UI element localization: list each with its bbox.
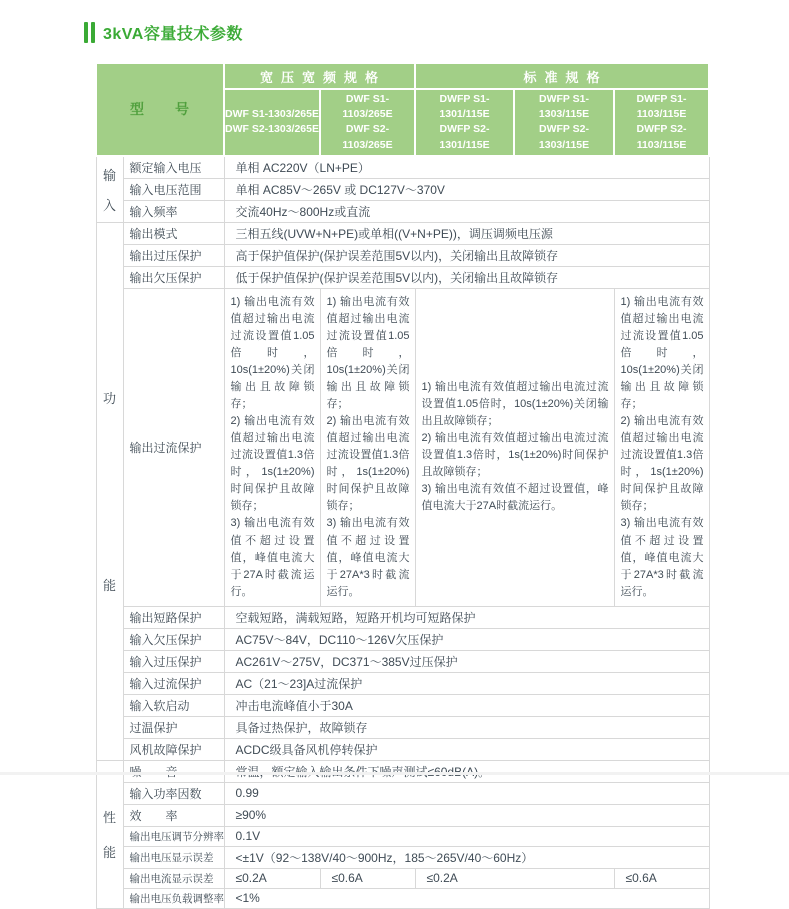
model-name: DWF S1-1303/265E DWF S2-1303/265E xyxy=(224,89,320,156)
row-value: <1% xyxy=(224,888,709,908)
row-value: 0.99 xyxy=(224,782,709,804)
group-header-row xyxy=(96,63,709,89)
model-name: DWF S1-1103/265E DWF S2-1103/265E xyxy=(320,89,415,156)
row-value: 1) 输出电流有效值超过输出电流过流设置值1.05倍时，10s(1±20%)关闭输出且故障锁存； 2) 输出电流有效值超过输出电流过流设置值1.3倍时，1s(1±20%)时间保护且故障锁存； 3) 输出电流有效值不超过设置值，峰值电流大于27A时截流运行。 xyxy=(224,288,320,606)
row-label: 输出电压负载调整率 xyxy=(123,888,224,908)
row-value: 交流40Hz～800Hz或直流 xyxy=(224,200,709,222)
row-value: 低于保护值保护(保护误差范围5V以内)，关闭输出且故障锁存 xyxy=(224,266,709,288)
row-value: 高于保护值保护(保护误差范围5V以内)，关闭输出且故障锁存 xyxy=(224,244,709,266)
spec-table xyxy=(95,62,710,909)
row-label: 输出欠压保护 xyxy=(123,266,224,288)
section-label: 功 能 xyxy=(96,222,123,760)
row-value: <±1V（92～138V/40～900Hz，185～265V/40～60Hz） xyxy=(224,846,709,868)
row-value: ≤0.2A xyxy=(415,868,614,888)
table-row xyxy=(96,868,709,888)
table-header xyxy=(96,63,709,156)
row-label: 输入过流保护 xyxy=(123,672,224,694)
table-row xyxy=(96,244,709,266)
row-value: ACDC级具备风机停转保护 xyxy=(224,738,709,760)
row-label: 效 率 xyxy=(123,804,224,826)
row-label: 输出过流保护 xyxy=(123,288,224,606)
table-row xyxy=(96,782,709,804)
table-row xyxy=(96,716,709,738)
row-label: 输出短路保护 xyxy=(123,606,224,628)
table-row xyxy=(96,672,709,694)
row-value: 单相 AC85V～265V 或 DC127V～370V xyxy=(224,178,709,200)
row-value: 具备过热保护，故障锁存 xyxy=(224,716,709,738)
row-label: 输出过压保护 xyxy=(123,244,224,266)
row-label: 输入软启动 xyxy=(123,694,224,716)
table-row xyxy=(96,156,709,179)
table-row xyxy=(96,222,709,244)
row-value: ≤0.2A xyxy=(224,868,320,888)
row-value: 空载短路，满载短路，短路开机均可短路保护 xyxy=(224,606,709,628)
row-value: 冲击电流峰值小于30A xyxy=(224,694,709,716)
row-label: 输出电流显示误差 xyxy=(123,868,224,888)
table-row xyxy=(96,288,709,606)
table-body xyxy=(96,156,709,908)
row-value: 1) 输出电流有效值超过输出电流过流设置值1.05倍时，10s(1±20%)关闭输出且故障锁存； 2) 输出电流有效值超过输出电流过流设置值1.3倍时，1s(1±20%)时间保护且故障锁存； 3) 输出电流有效值不超过设置值，峰值电流大于27A*3时截流运行。 xyxy=(614,288,709,606)
row-value: AC（21～23]A过流保护 xyxy=(224,672,709,694)
table-row xyxy=(96,804,709,826)
model-name: DWFP S1-1103/115E DWFP S2-1103/115E xyxy=(614,89,709,156)
row-label: 输出电压显示误差 xyxy=(123,846,224,868)
row-value: ≥90% xyxy=(224,804,709,826)
page-title: 3kVA容量技术参数 xyxy=(103,26,243,43)
table-row xyxy=(96,826,709,846)
row-value: 单相 AC220V（LN+PE） xyxy=(224,156,709,179)
row-value: 0.1V xyxy=(224,826,709,846)
row-label: 额定输入电压 xyxy=(123,156,224,179)
table-row xyxy=(96,606,709,628)
row-label: 输入欠压保护 xyxy=(123,628,224,650)
model-name: DWFP S1-1301/115E DWFP S2-1301/115E xyxy=(415,89,514,156)
table-row xyxy=(96,200,709,222)
row-value: 三相五线(UVW+N+PE)或单相((V+N+PE))，调压调频电压源 xyxy=(224,222,709,244)
row-label: 风机故障保护 xyxy=(123,738,224,760)
title-bar-right xyxy=(91,22,95,43)
row-value: AC261V～275V，DC371～385V过压保护 xyxy=(224,650,709,672)
row-label: 输入功率因数 xyxy=(123,782,224,804)
row-value: AC75V～84V，DC110～126V欠压保护 xyxy=(224,628,709,650)
section-heading xyxy=(84,21,243,44)
row-value: ≤0.6A xyxy=(614,868,709,888)
table-row xyxy=(96,628,709,650)
table-row xyxy=(96,650,709,672)
table-row xyxy=(96,888,709,908)
row-value: 1) 输出电流有效值超过输出电流过流设置值1.05倍时，10s(1±20%)关闭输出且故障锁存； 2) 输出电流有效值超过输出电流过流设置值1.3倍时，1s(1±20%)时间保护且故障锁存； 3) 输出电流有效值不超过设置值，峰值电流大于27A时截流运行。 xyxy=(415,288,614,606)
row-label: 输出电压调节分辨率 xyxy=(123,826,224,846)
row-value: ≤0.6A xyxy=(320,868,415,888)
table-row xyxy=(96,266,709,288)
row-label: 输入电压范围 xyxy=(123,178,224,200)
section-label: 输 入 xyxy=(96,156,123,223)
row-label: 输出模式 xyxy=(123,222,224,244)
group-header-standard-spec: 标准规格 xyxy=(415,63,709,89)
row-label: 过温保护 xyxy=(123,716,224,738)
model-name: DWFP S1-1303/115E DWFP S2-1303/115E xyxy=(514,89,614,156)
title-bars-icon xyxy=(84,22,95,43)
table-row xyxy=(96,178,709,200)
table-row xyxy=(96,738,709,760)
row-label: 输入频率 xyxy=(123,200,224,222)
row-value: 1) 输出电流有效值超过输出电流过流设置值1.05倍时，10s(1±20%)关闭输出且故障锁存； 2) 输出电流有效值超过输出电流过流设置值1.3倍时，1s(1±20%)时间保护且故障锁存； 3) 输出电流有效值不超过设置值，峰值电流大于27A*3时截流运行。 xyxy=(320,288,415,606)
section-label: 性 能 xyxy=(96,760,123,908)
table-row xyxy=(96,846,709,868)
model-header-label: 型 号 xyxy=(96,63,224,156)
row-label: 输入过压保护 xyxy=(123,650,224,672)
title-bar-left xyxy=(84,22,88,43)
table-row xyxy=(96,694,709,716)
group-header-wide-spec: 宽压宽频规格 xyxy=(224,63,415,89)
